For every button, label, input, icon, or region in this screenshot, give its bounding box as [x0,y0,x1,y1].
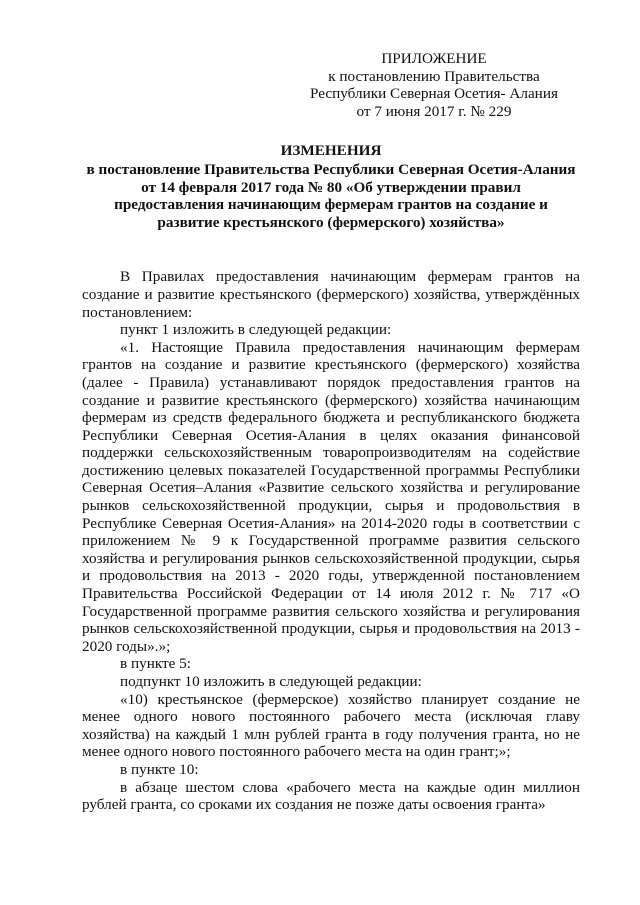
paragraph-subitem-10: подпункт 10 изложить в следующей редакции: [120,673,422,690]
paragraph-item-10-text: в абзаце шестом слова «рабочего места на каждые один миллион рублей гранта, со сроками их создания не позже даты освоения гранта» [82,778,580,814]
heading-line-1: в постановление Правительства Республики Северная Осетия-Алания [86,160,576,178]
appendix-line-1: к постановлению Правительства [328,67,540,85]
heading-title: ИЗМЕНЕНИЯ [280,142,382,160]
appendix-line-3: от 7 июня 2017 г. № 229 [356,102,512,120]
paragraph-rules-text: «1. Настоящие Правила предоставления начинающим фермерам грантов на создание и развитие крестьянского (фермерского) хозяйства (далее - Правила) устанавливают порядок предоставления грантов на создание и развитие крестьянского (фермерского) хозяйства начинающим фермерам из средств федерального бюджета и республиканского бюджета Республики Северная Осетия-Алания в целях оказания финансовой поддержки сельскохозяйственным товаропроизводителям на содействие достижению целевых показателей Государственной программы Республики Северная Осетия–Алания «Развитие сельского хозяйства и регулирование рынков сельскохозяйственной продукции, сырья и продовольствия в Республике Северная Осетия-Алания» на 2014-2020 годы в соответствии с приложением № 9 к Государственной программе развития сельского хозяйства и регулирования рынков сельскохозяйственной продукции, сырья и продовольствия на 2013 - 2020 годы, утвержденной постановлением Правительства Российской Федерации от 14 июля 2012 г. № 717 «О Государственной программе развития сельского хозяйства и регулирования рынков сельскохозяйственной продукции, сырья и продовольствия на 2013 - 2020 годы».»; [82,338,580,655]
heading-line-3: предоставления начинающим фермерам грантов на создание и [114,196,548,214]
paragraph-intro: В Правилах предоставления начинающим фермерам грантов на создание и развитие крестьянского (фермерского) хозяйства, утверждённых постановлением: [82,268,580,321]
paragraph-item-10: в пункте 10: [120,760,199,778]
appendix-line-2: Республики Северная Осетия- Алания [310,85,558,103]
paragraph-subitem-10-text: «10) крестьянское (фермерское) хозяйство планирует создание не менее одного нового постоянного рабочего места (исключая главу хозяйства) на каждый 1 млн рублей гранта в году получения гранта, но не менее одного нового постоянного рабочего места на один грант;»; [82,690,580,761]
appendix-block [310,50,558,120]
document-heading [82,142,580,231]
heading-line-4: развитие крестьянского (фермерского) хозяйства» [157,213,505,231]
document-body [82,268,580,813]
appendix-title: ПРИЛОЖЕНИЕ [381,50,487,67]
paragraph-item-1: пункт 1 изложить в следующей редакции: [120,321,392,339]
paragraph-item-5: в пункте 5: [120,655,191,673]
heading-line-2: от 14 февраля 2017 года № 80 «Об утверждении правил [141,178,521,196]
